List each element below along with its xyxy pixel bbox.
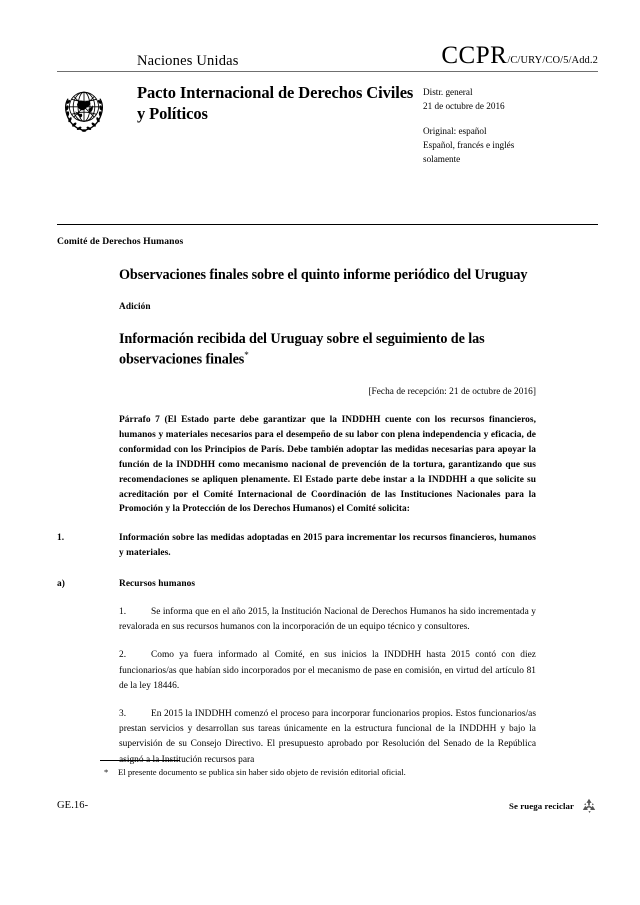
- paragraph-number: 3.: [119, 709, 127, 720]
- footnote-marker: *: [104, 767, 109, 777]
- paragraph-number: 1.: [119, 606, 127, 617]
- original-language-group: [423, 125, 598, 167]
- un-emblem-icon: [57, 83, 111, 137]
- footnote-marker-title: *: [244, 350, 249, 361]
- document-symbol: [441, 43, 598, 68]
- recycle-text: Se ruega reciclar: [508, 801, 574, 811]
- footnote: [104, 767, 564, 777]
- reception-date: [Fecha de recepción: 21 de octubre de 2016]: [368, 387, 536, 398]
- job-number: GE.16-: [57, 800, 89, 811]
- original-language-label: Original: español: [423, 125, 487, 136]
- masthead-body-row: [57, 81, 598, 167]
- addendum-label: Adición: [119, 302, 151, 313]
- document-content: [57, 266, 536, 777]
- numbered-paragraph: [119, 707, 536, 768]
- instrument-title: Pacto Internacional de Derechos Civiles y Políticos: [137, 83, 414, 124]
- numbered-paragraph: [119, 648, 536, 694]
- committee-name: Comité de Derechos Humanos: [57, 236, 184, 247]
- masthead-divider: [57, 71, 598, 72]
- paragraph-7-quote: Párrafo 7 (El Estado parte debe garantizar que la INDDHH cuente con los recursos financieros, humanos y materiales necesarios para el desempeño de su labor con plena independencia y eficacia, de conformidad con los Principios de París. Debe también adoptar las medidas necesarias para apoyar la función de la INDDHH como mecanismo nacional de prevención de la tortura, garantizando que sus recomendaciones se apliquen plenamente. El Estado parte debe instar a la INDDHH a que solicite su acreditación por el Comité Internacional de Coordinación de las Instituciones Nacionales para la Promoción y la Protección de los Derechos Humanos) el Comité solicita:: [119, 415, 536, 515]
- document-symbol-suffix: /C/URY/CO/5/Add.2: [507, 55, 598, 66]
- section-a-heading-row: [57, 577, 536, 592]
- page-title: Observaciones finales sobre el quinto informe periódico del Uruguay: [119, 267, 528, 283]
- distribution-block: [423, 81, 598, 167]
- recycle-icon: [580, 797, 598, 815]
- section-divider: [57, 224, 598, 225]
- document-symbol-main: CCPR: [441, 42, 508, 69]
- masthead-top-row: [57, 44, 598, 68]
- recycle-notice: [509, 797, 598, 815]
- languages-line-1: Español, francés e inglés: [423, 139, 515, 150]
- organization-name: Naciones Unidas: [137, 52, 239, 69]
- distribution-date: 21 de octubre de 2016: [423, 100, 505, 111]
- distribution-group: [423, 86, 598, 114]
- paragraph-text: Como ya fuera informado al Comité, en sus inicios la INDDHH hasta 2015 contó con diez funcionarios/as que habían sido incorporados por el mecanismo de pase en comisión, en virtud del artículo 81 de la ley 18446.: [119, 650, 536, 691]
- section-a-heading: Recursos humanos: [119, 578, 196, 589]
- paragraph-text: Se informa que en el año 2015, la Institución Nacional de Derechos Humanos ha sido incrementada y revalorada en sus recursos humanos con la incorporación de un equipo técnico y consultores.: [119, 606, 536, 633]
- section-a-marker: a): [57, 578, 65, 589]
- request-item: [57, 531, 536, 561]
- request-item-marker: 1.: [57, 533, 65, 544]
- languages-line-2: solamente: [423, 153, 461, 164]
- emblem-cell: [57, 81, 137, 167]
- request-item-text: Información sobre las medidas adoptadas en 2015 para incrementar los recursos financieros, humanos y materiales.: [119, 533, 536, 559]
- masthead: [57, 44, 598, 167]
- page-subtitle: [119, 330, 536, 370]
- distribution-label: Distr. general: [423, 87, 473, 97]
- footnote-divider: [100, 760, 180, 761]
- footnote-text: El presente documento se publica sin haber sido objeto de revisión editorial oficial.: [118, 767, 406, 777]
- page-subtitle-text: Información recibida del Uruguay sobre el seguimiento de las observaciones finales: [119, 331, 485, 369]
- paragraph-text: En 2015 la INDDHH comenzó el proceso para incorporar funcionarios propios. Estos funcionarios/as prestan servicios y desarrollan sus tareas únicamente en la estructura funcional de la INDDHH y bajo la supervisión de su Consejo Directivo. El presupuesto aprobado por Resolución del Senado de la República asignó a la Institución recursos para: [119, 709, 536, 765]
- paragraph-number: 2.: [119, 650, 127, 661]
- numbered-paragraph: [119, 605, 536, 635]
